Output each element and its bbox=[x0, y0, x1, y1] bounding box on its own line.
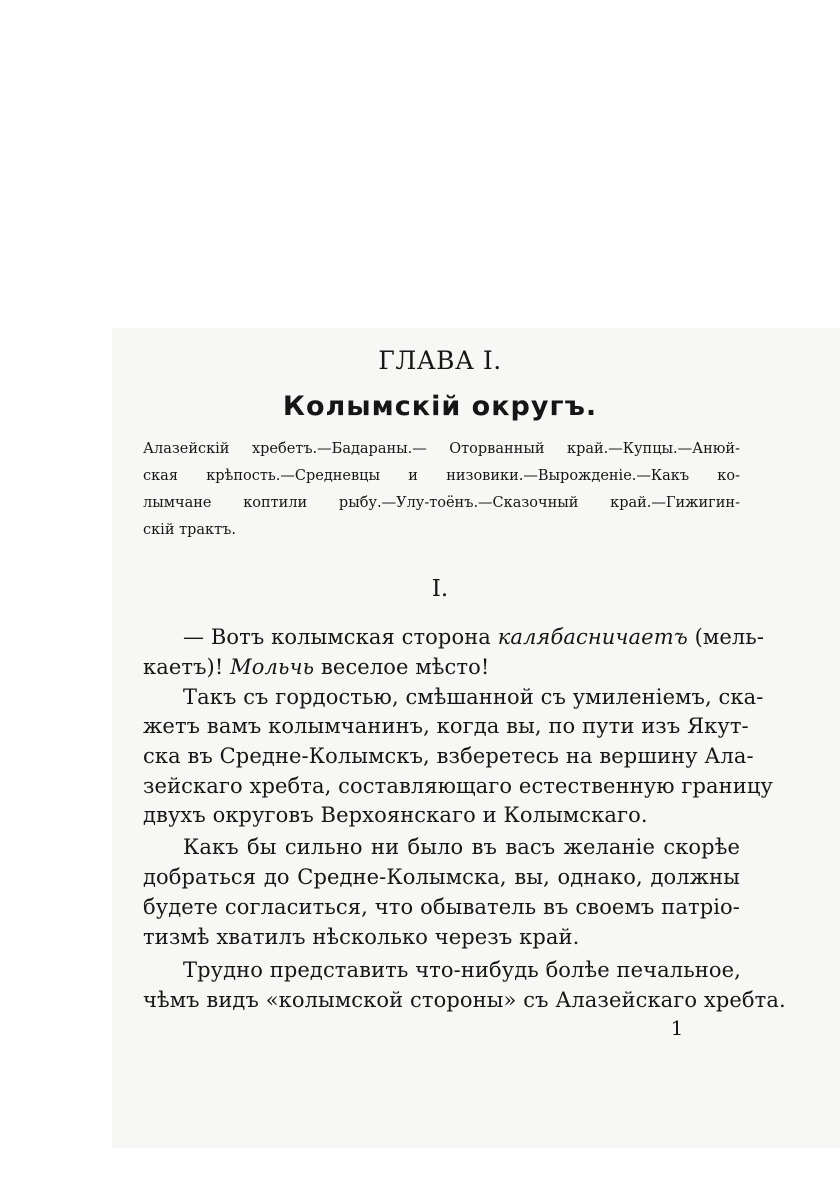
text-line: будете согласиться, что обыватель въ своемъ патріо- bbox=[143, 895, 740, 919]
text-line: ска въ Средне-Колымскъ, взберетесь на вершину Ала- bbox=[143, 744, 754, 768]
section-number: I. bbox=[431, 576, 449, 602]
text-line: жетъ вамъ колымчанинъ, когда вы, по пути изъ Якут- bbox=[143, 714, 749, 738]
italic-word: Мольчь bbox=[230, 655, 315, 679]
text-span: веселое мѣсто! bbox=[321, 655, 490, 679]
italic-word: калябасничаетъ bbox=[497, 625, 688, 649]
text-line: двухъ округовъ Верхоянскаго и Колымскаго. bbox=[143, 803, 648, 827]
text-line: чѣмъ видъ «колымской стороны» съ Алазейскаго хребта. bbox=[143, 988, 786, 1012]
text-line bbox=[143, 652, 740, 682]
page-number: 1 bbox=[670, 1016, 684, 1040]
text-line: Трудно представить что-нибудь болѣе печальное, bbox=[183, 958, 741, 982]
text-span: — Вотъ колымская сторона bbox=[183, 625, 491, 649]
summary-line: ская крѣпость.—Средневцы и низовики.—Вырожденіе.—Какъ ко- bbox=[143, 468, 740, 484]
summary-line: Алазейскій хребетъ.—Бадараны.— Оторванный край.—Купцы.—Анюй- bbox=[143, 441, 740, 457]
chapter-heading: ГЛАВА I. bbox=[378, 346, 502, 375]
text-span: (мель- bbox=[694, 625, 765, 649]
chapter-title: Колымскій округъ. bbox=[282, 391, 598, 422]
text-line bbox=[183, 622, 765, 652]
text-line: зейскаго хребта, составляющаго естественную границу bbox=[143, 774, 773, 798]
text-line: тизмѣ хватилъ нѣсколько черезъ край. bbox=[143, 925, 580, 949]
text-span: каетъ)! bbox=[143, 655, 224, 679]
text-line: добраться до Средне-Колымска, вы, однако, должны bbox=[143, 865, 740, 889]
text-line: Такъ съ гордостью, смѣшанной съ умиленіемъ, ска- bbox=[183, 685, 764, 709]
summary-line: скій трактъ. bbox=[143, 522, 236, 538]
summary-line: лымчане коптили рыбу.—Улу-тоёнъ.—Сказочный край.—Гижигин- bbox=[143, 495, 740, 511]
text-line: Какъ бы сильно ни было въ васъ желаніе скорѣе bbox=[183, 835, 740, 859]
